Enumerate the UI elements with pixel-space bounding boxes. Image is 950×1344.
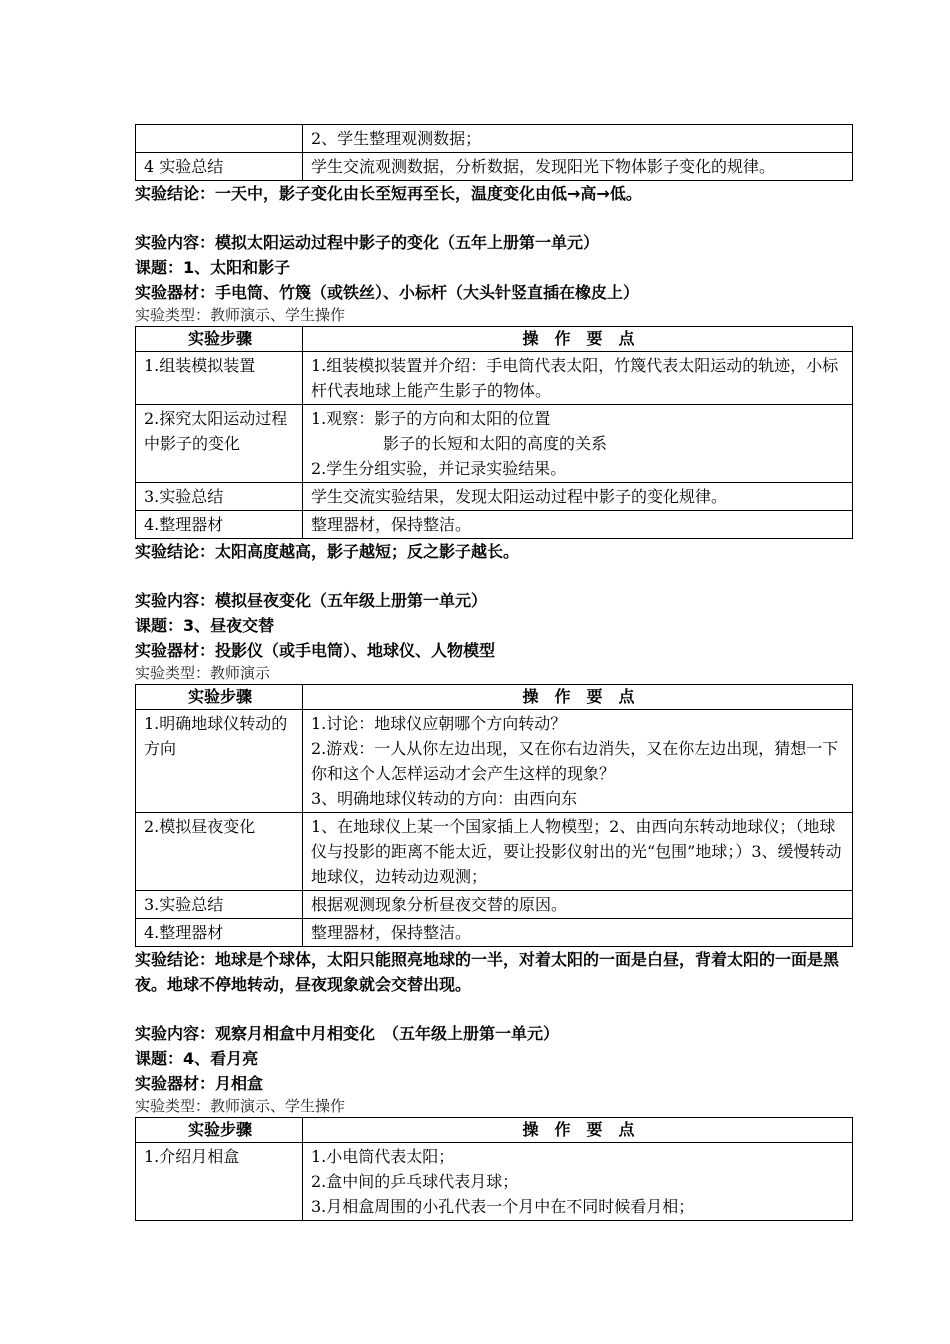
points-cell: [303, 483, 853, 511]
step-cell: [136, 125, 303, 153]
step-cell: 4 实验总结: [136, 153, 303, 181]
experiment-type: 实验类型：教师演示、学生操作: [135, 1097, 346, 1115]
experiment-equipment: 实验器材：月相盒: [135, 1074, 264, 1093]
table-header: [136, 1118, 853, 1143]
table-row: [136, 1143, 853, 1221]
table-header: [136, 685, 853, 710]
header-step: 实验步骤: [136, 685, 303, 710]
step-cell: 2.探究太阳运动过程中影子的变化: [136, 405, 303, 483]
experiment-content: 实验内容：模拟太阳运动过程中影子的变化（五年上册第一单元）: [135, 233, 600, 252]
header-step: 实验步骤: [136, 1118, 303, 1143]
point-line: 影子的长短和太阳的高度的关系: [383, 434, 608, 453]
conclusion: 实验结论：太阳高度越高，影子越短；反之影子越长。: [135, 542, 520, 561]
point-line: 2.学生分组实验，并记录实验结果。: [311, 459, 567, 478]
experiment-section: [135, 588, 853, 997]
points-cell: [303, 710, 853, 813]
conclusion: 实验结论：一天中，影子变化由长至短再至长，温度变化由低→高→低。: [135, 184, 642, 203]
points-cell: [303, 1143, 853, 1221]
experiment-content: 实验内容：模拟昼夜变化（五年级上册第一单元）: [135, 591, 488, 610]
table-row: [136, 405, 853, 483]
header-step: 实验步骤: [136, 327, 303, 352]
step-cell: 1.介绍月相盒: [136, 1143, 303, 1221]
points-cell: [303, 511, 853, 539]
points-cell: [303, 153, 853, 181]
point-line: 学生交流实验结果，发现太阳运动过程中影子的变化规律。: [311, 487, 728, 506]
steps-table: [135, 684, 853, 947]
experiment-topic: 课题：3、昼夜交替: [135, 616, 275, 635]
header-points: 操 作 要 点: [303, 1118, 853, 1143]
experiment-type: 实验类型：教师演示、学生操作: [135, 306, 346, 324]
conclusion: 实验结论：地球是个球体，太阳只能照亮地球的一半，对着太阳的一面是白昼，背着太阳的一面是黑夜。地球不停地转动，昼夜现象就会交替出现。: [135, 950, 840, 994]
experiment-equipment: 实验器材：手电筒、竹篾（或铁丝）、小标杆（大头针竖直插在橡皮上）: [135, 283, 640, 302]
table-row: [136, 125, 853, 153]
point-line: 学生交流观测数据，分析数据，发现阳光下物体影子变化的规律。: [311, 157, 776, 176]
table-row: [136, 813, 853, 891]
table-row: [136, 891, 853, 919]
table-row: [136, 511, 853, 539]
table-row: [136, 483, 853, 511]
points-cell: [303, 813, 853, 891]
top-table: [135, 124, 853, 181]
point-line: 3.月相盒周围的小孔代表一个月中在不同时候看月相；: [311, 1197, 695, 1216]
experiment-content: 实验内容：观察月相盒中月相变化 （五年级上册第一单元）: [135, 1024, 560, 1043]
point-line: 3、明确地球仪转动的方向：由西向东: [311, 789, 578, 808]
point-line: 1.小电筒代表太阳；: [311, 1147, 455, 1166]
table-row: [136, 352, 853, 405]
points-cell: [303, 125, 853, 153]
points-cell: [303, 405, 853, 483]
experiment-section: [135, 230, 853, 564]
table-row: [136, 710, 853, 813]
point-line: 1.组装模拟装置并介绍：手电筒代表太阳，竹篾代表太阳运动的轨迹，小标杆代表地球上能产生影子的物体。: [311, 356, 839, 400]
point-line: 1.观察：影子的方向和太阳的位置: [311, 409, 551, 428]
step-cell: 1.组装模拟装置: [136, 352, 303, 405]
step-cell: 1.明确地球仪转动的方向: [136, 710, 303, 813]
step-cell: 2.模拟昼夜变化: [136, 813, 303, 891]
point-line: 1、在地球仪上某一个国家插上人物模型；2、由西向东转动地球仪；（地球仪与投影的距离不能太近，要让投影仪射出的光“包围”地球；）3、缓慢转动地球仪，边转动边观测；: [311, 817, 842, 886]
point-line: 2、学生整理观测数据；: [311, 129, 482, 148]
step-cell: 4.整理器材: [136, 511, 303, 539]
point-line: 整理器材，保持整洁。: [311, 515, 472, 534]
steps-table: [135, 326, 853, 539]
step-cell: 3.实验总结: [136, 483, 303, 511]
experiment-topic: 课题：1、太阳和影子: [135, 258, 291, 277]
step-cell: 4.整理器材: [136, 919, 303, 947]
points-cell: [303, 891, 853, 919]
header-points: 操 作 要 点: [303, 327, 853, 352]
document-page: [135, 124, 853, 1221]
experiment-topic: 课题：4、看月亮: [135, 1049, 259, 1068]
points-cell: [303, 352, 853, 405]
table-header: [136, 327, 853, 352]
point-line: 2.游戏：一人从你左边出现，又在你右边消失，又在你左边出现，猜想一下你和这个人怎样运动才会产生这样的现象？: [311, 739, 839, 783]
point-line: 根据观测现象分析昼夜交替的原因。: [311, 895, 568, 914]
points-cell: [303, 919, 853, 947]
point-line: 整理器材，保持整洁。: [311, 923, 472, 942]
header-points: 操 作 要 点: [303, 685, 853, 710]
table-row: [136, 153, 853, 181]
steps-table: [135, 1117, 853, 1221]
step-cell: 3.实验总结: [136, 891, 303, 919]
experiment-section: [135, 1021, 853, 1221]
experiment-equipment: 实验器材：投影仪（或手电筒）、地球仪、人物模型: [135, 641, 496, 660]
point-line: 2.盒中间的乒乓球代表月球；: [311, 1172, 519, 1191]
experiment-type: 实验类型：教师演示: [135, 664, 271, 682]
table-row: [136, 919, 853, 947]
point-line: 1.讨论：地球仪应朝哪个方向转动？: [311, 714, 567, 733]
